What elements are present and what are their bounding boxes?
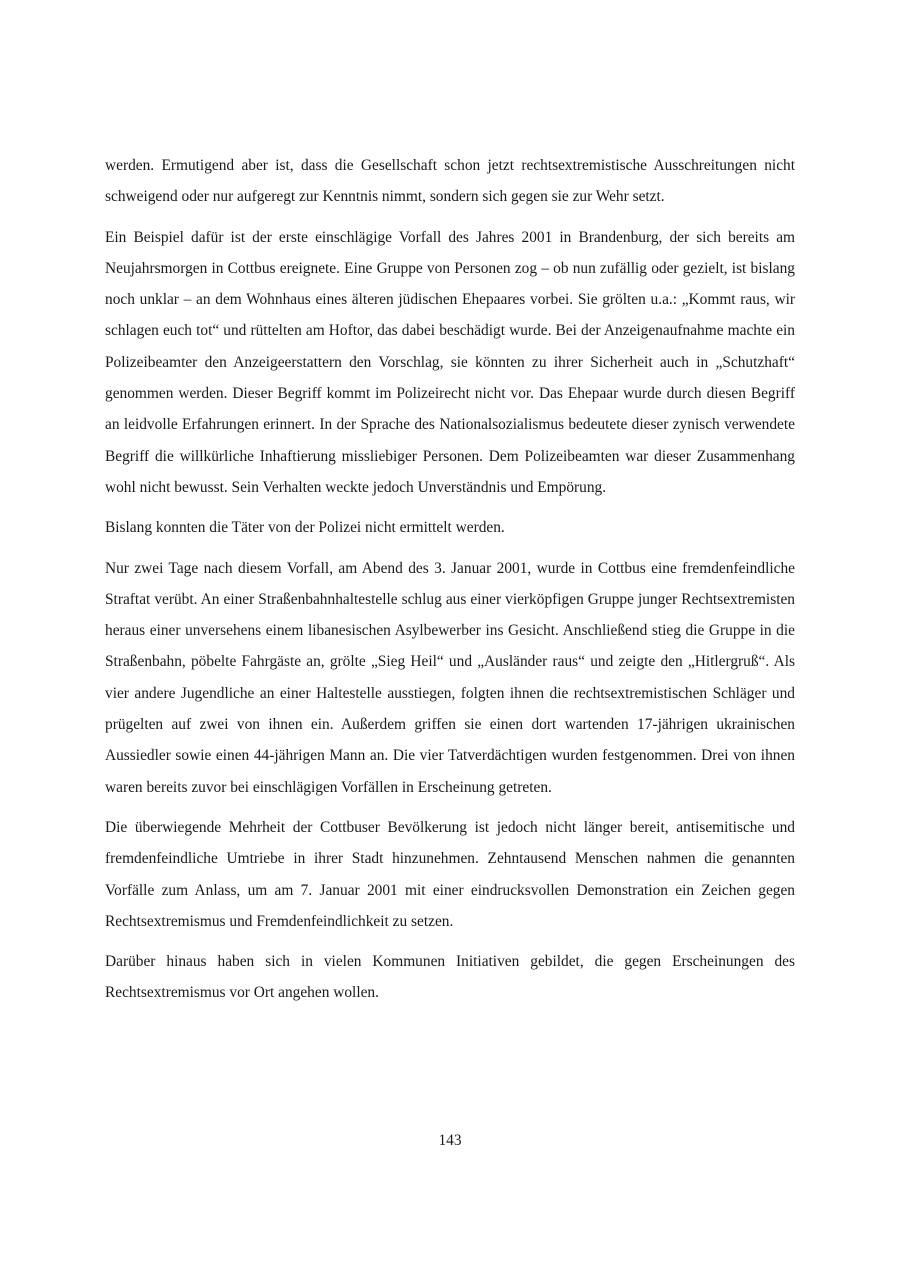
paragraph-1: werden. Ermutigend aber ist, dass die Gesellschaft schon jetzt rechtsextremistische Ausschreitungen nicht schweigend oder nur aufgeregt zur Kenntnis nimmt, sondern sich gegen sie zur Wehr setzt.	[105, 157, 795, 206]
paragraph-6: Darüber hinaus haben sich in vielen Kommunen Initiativen gebildet, die gegen Erscheinungen des Rechtsextremismus vor Ort angehen wollen.	[105, 953, 795, 1002]
paragraph-3: Bislang konnten die Täter von der Polizei nicht ermittelt werden.	[105, 519, 505, 537]
paragraph-4: Nur zwei Tage nach diesem Vorfall, am Abend des 3. Januar 2001, wurde in Cottbus eine fremdenfeindliche Straftat verübt. An einer Straßenbahnhaltestelle schlug aus einer vierköpfigen Gruppe junger Rechtsextremisten heraus einer unversehens einem libanesischen Asylbewerber ins Gesicht. Anschließend stieg die Gruppe in die Straßenbahn, pöbelte Fahrgäste an, grölte „Sieg Heil“ und „Ausländer raus“ und zeigte den „Hitlergruß“. Als vier andere Jugendliche an einer Haltestelle ausstiegen, folgten ihnen die rechtsextremistischen Schläger und prügelten auf zwei von ihnen ein. Außerdem griffen sie einen dort wartenden 17-jährigen ukrainischen Aussiedler sowie einen 44-jährigen Mann an. Die vier Tatverdächtigen wurden festgenommen. Drei von ihnen waren bereits zuvor bei einschlägigen Vorfällen in Erscheinung getreten.	[105, 559, 795, 796]
paragraph-2: Ein Beispiel dafür ist der erste einschlägige Vorfall des Jahres 2001 in Brandenburg, der sich bereits am Neujahrsmorgen in Cottbus ereignete. Eine Gruppe von Personen zog – ob nun zufällig oder gezielt, ist bislang noch unklar – an dem Wohnhaus eines älteren jüdischen Ehepaares vorbei. Sie grölten u.a.: „Kommt raus, wir schlagen euch tot“ und rüttelten am Hoftor, das dabei beschädigt wurde. Bei der Anzeigenaufnahme machte ein Polizeibeamter den Anzeigeerstattern den Vorschlag, sie könnten zu ihrer Sicherheit auch in „Schutzhaft“ genommen werden. Dieser Begriff kommt im Polizeirecht nicht vor. Das Ehepaar wurde durch diesen Begriff an leidvolle Erfahrungen erinnert. In der Sprache des Nationalsozialismus bedeutete dieser zynisch verwendete Begriff die willkürliche Inhaftierung missliebiger Personen. Dem Polizeibeamten war dieser Zusammenhang wohl nicht bewusst. Sein Verhalten weckte jedoch Unverständnis und Empörung.	[105, 228, 795, 496]
document-body	[105, 150, 795, 1018]
page-number: 143	[438, 1132, 462, 1149]
paragraph-5: Die überwiegende Mehrheit der Cottbuser Bevölkerung ist jedoch nicht länger bereit, antisemitische und fremdenfeindliche Umtriebe in ihrer Stadt hinzunehmen. Zehntausend Menschen nahmen die genannten Vorfälle zum Anlass, um am 7. Januar 2001 mit einer eindrucksvollen Demonstration ein Zeichen gegen Rechtsextremismus und Fremdenfeindlichkeit zu setzen.	[105, 818, 795, 930]
